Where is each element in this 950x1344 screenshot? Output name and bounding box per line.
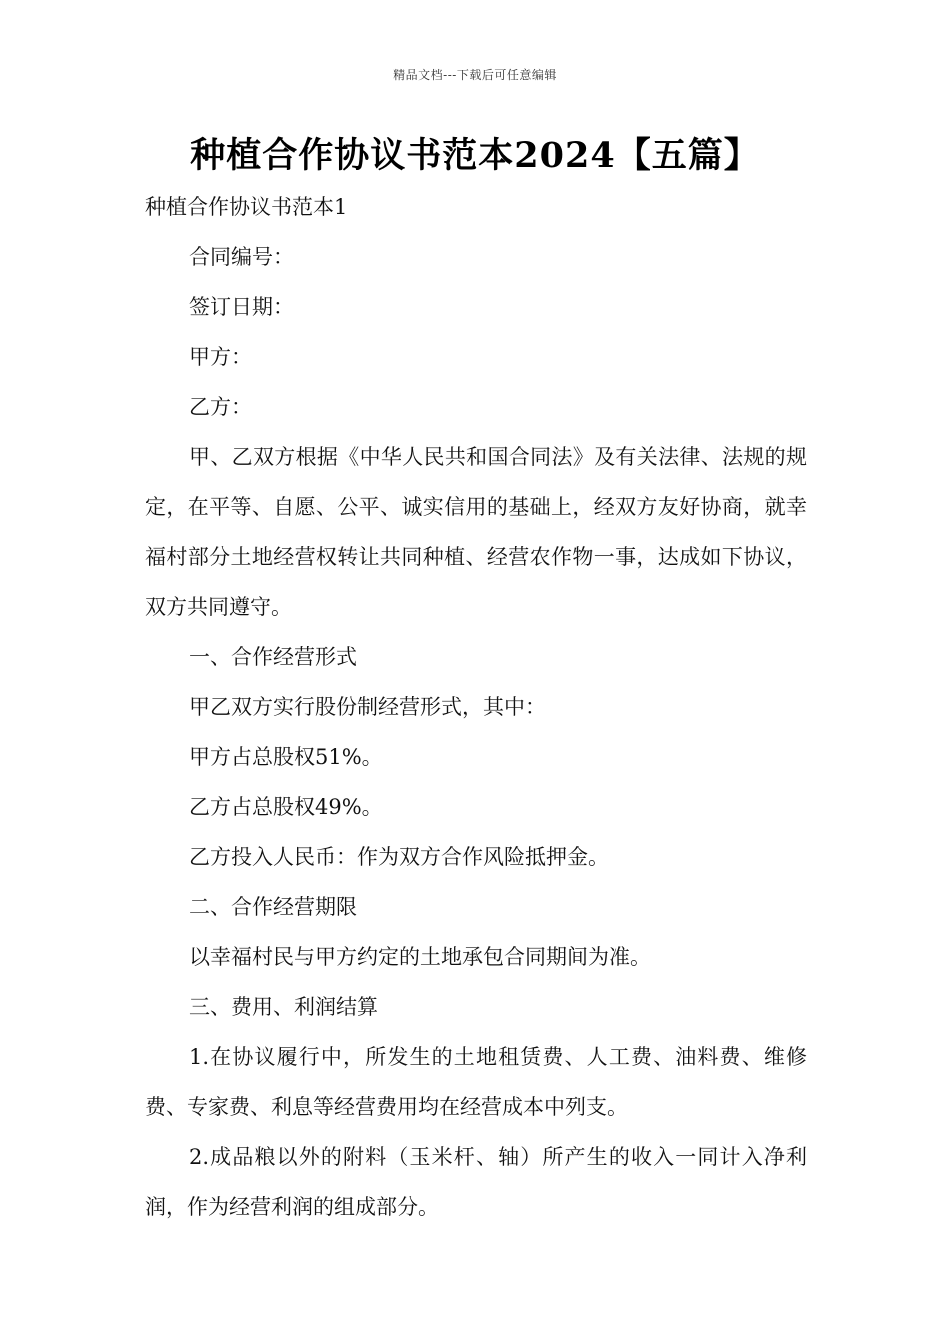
- section-1-line: 甲乙双方实行股份制经营形式，其中：: [189, 695, 546, 719]
- agreement-subtitle: 种植合作协议书范本1: [145, 195, 348, 219]
- document-body: [145, 182, 807, 1232]
- section-3-item-2: 2.成品粮以外的附料（玉米杆、轴）所产生的收入一同计入净利润，作为经营利润的组成部分。: [145, 1145, 807, 1219]
- section-1-line: 乙方投入人民币：作为双方合作风险抵押金。: [189, 845, 609, 869]
- intro-paragraph: 甲、乙双方根据《中华人民共和国合同法》及有关法律、法规的规定，在平等、自愿、公平、诚实信用的基础上，经双方友好协商，就幸福村部分土地经营权转让共同种植、经营农作物一事，达成如下协议，双方共同遵守。: [145, 445, 807, 619]
- section-1-line: 乙方占总股权49%。: [189, 795, 383, 819]
- document-title: 种植合作协议书范本2024【五篇】: [190, 135, 760, 176]
- contract-number-field: 合同编号：: [189, 245, 294, 269]
- section-2-line: 以幸福村民与甲方约定的土地承包合同期间为准。: [189, 945, 651, 969]
- section-1-line: 甲方占总股权51%。: [189, 745, 383, 769]
- section-1-heading: 一、合作经营形式: [189, 645, 357, 669]
- party-b-field: 乙方：: [189, 395, 252, 419]
- header-note: 精品文档---下载后可任意编辑: [393, 68, 557, 82]
- party-a-field: 甲方：: [189, 345, 252, 369]
- section-3-item-1: 1.在协议履行中，所发生的土地租赁费、人工费、油料费、维修费、专家费、利息等经营费用均在经营成本中列支。: [145, 1045, 807, 1119]
- sign-date-field: 签订日期：: [189, 295, 294, 319]
- section-3-heading: 三、费用、利润结算: [189, 995, 378, 1019]
- section-2-heading: 二、合作经营期限: [189, 895, 357, 919]
